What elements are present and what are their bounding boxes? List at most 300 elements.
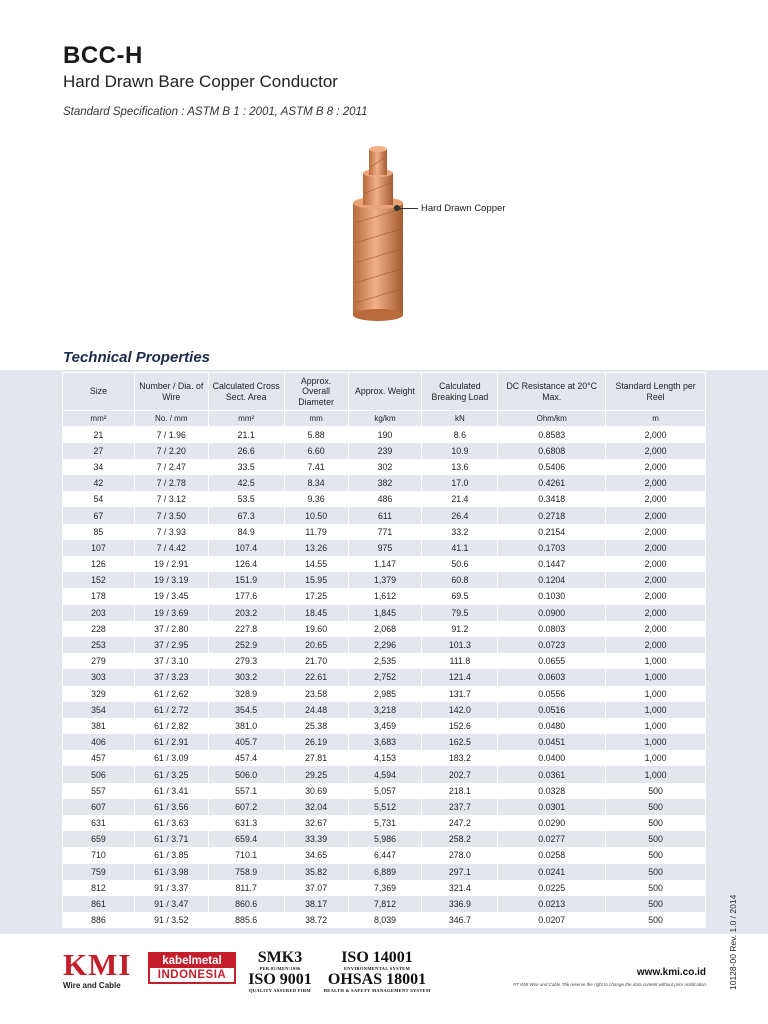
cell-number-dia: 7 / 2.20: [134, 443, 208, 459]
table-row: [63, 831, 706, 847]
cell-weight: 486: [348, 491, 422, 507]
cell-number-dia: 7 / 2.78: [134, 475, 208, 491]
cell-dc-resistance: 0.6808: [498, 443, 606, 459]
cell-weight: 190: [348, 427, 422, 443]
cell-breaking-load: 26.4: [422, 507, 498, 523]
cell-number-dia: 7 / 4.42: [134, 540, 208, 556]
cell-overall-diameter: 29.25: [284, 766, 348, 782]
cell-weight: 2,296: [348, 637, 422, 653]
cell-number-dia: 91 / 3.52: [134, 912, 208, 928]
cell-weight: 2,752: [348, 669, 422, 685]
cell-weight: 771: [348, 524, 422, 540]
cell-weight: 2,985: [348, 686, 422, 702]
table-row: [63, 427, 706, 443]
cell-dc-resistance: 0.0225: [498, 880, 606, 896]
cell-weight: 302: [348, 459, 422, 475]
cell-breaking-load: 91.2: [422, 621, 498, 637]
cell-breaking-load: 278.0: [422, 847, 498, 863]
cell-number-dia: 61 / 3.85: [134, 847, 208, 863]
cell-dc-resistance: 0.0723: [498, 637, 606, 653]
table-row: [63, 815, 706, 831]
cell-dc-resistance: 0.4261: [498, 475, 606, 491]
cell-weight: 2,068: [348, 621, 422, 637]
cell-dc-resistance: 0.0301: [498, 799, 606, 815]
table-row: [63, 912, 706, 928]
cell-overall-diameter: 11.79: [284, 524, 348, 540]
ohsas-sub: HEALTH & SAFETY MANAGEMENT SYSTEM: [323, 988, 431, 993]
cell-dc-resistance: 0.1703: [498, 540, 606, 556]
header-number-dia: Number / Dia. of Wire: [134, 373, 208, 411]
table-row: [63, 799, 706, 815]
cell-overall-diameter: 13.26: [284, 540, 348, 556]
cell-overall-diameter: 32.67: [284, 815, 348, 831]
cell-standard-length: 2,000: [606, 443, 706, 459]
cell-dc-resistance: 0.0900: [498, 605, 606, 621]
cell-overall-diameter: 7.41: [284, 459, 348, 475]
cell-overall-diameter: 20.65: [284, 637, 348, 653]
cell-overall-diameter: 27.81: [284, 750, 348, 766]
table-body: [63, 427, 706, 929]
cell-dc-resistance: 0.0516: [498, 702, 606, 718]
cell-cross-sect-area: 607.2: [208, 799, 284, 815]
cell-overall-diameter: 9.36: [284, 491, 348, 507]
table-row: [63, 556, 706, 572]
unit-overall-diameter: mm: [284, 411, 348, 427]
cell-weight: 5,512: [348, 799, 422, 815]
cell-number-dia: 61 / 2.62: [134, 686, 208, 702]
cell-size: 659: [63, 831, 135, 847]
cell-number-dia: 37 / 3.10: [134, 653, 208, 669]
cell-cross-sect-area: 758.9: [208, 864, 284, 880]
cell-dc-resistance: 0.0241: [498, 864, 606, 880]
table-row: [63, 864, 706, 880]
cell-standard-length: 1,000: [606, 669, 706, 685]
cell-size: 759: [63, 864, 135, 880]
table-row: [63, 524, 706, 540]
iso9001-sub: QUALITY ASSURED FIRM: [249, 988, 311, 993]
cell-breaking-load: 297.1: [422, 864, 498, 880]
cell-cross-sect-area: 84.9: [208, 524, 284, 540]
cell-cross-sect-area: 659.4: [208, 831, 284, 847]
kmi-logo-subtitle: Wire and Cable: [63, 981, 121, 990]
cell-size: 406: [63, 734, 135, 750]
cell-breaking-load: 101.3: [422, 637, 498, 653]
cell-standard-length: 1,000: [606, 686, 706, 702]
product-name: Hard Drawn Bare Copper Conductor: [63, 72, 338, 91]
cell-breaking-load: 33.2: [422, 524, 498, 540]
table-row: [63, 507, 706, 523]
table-row: [63, 475, 706, 491]
cell-weight: 3,218: [348, 702, 422, 718]
cell-cross-sect-area: 227.8: [208, 621, 284, 637]
cell-standard-length: 2,000: [606, 556, 706, 572]
cell-standard-length: 1,000: [606, 750, 706, 766]
cell-breaking-load: 79.5: [422, 605, 498, 621]
cell-standard-length: 2,000: [606, 572, 706, 588]
cell-size: 178: [63, 588, 135, 604]
cell-breaking-load: 321.4: [422, 880, 498, 896]
cell-standard-length: 1,000: [606, 734, 706, 750]
cell-cross-sect-area: 860.6: [208, 896, 284, 912]
table-row: [63, 880, 706, 896]
header-weight: Approx. Weight: [348, 373, 422, 411]
cell-standard-length: 1,000: [606, 653, 706, 669]
table-row: [63, 783, 706, 799]
cell-cross-sect-area: 53.5: [208, 491, 284, 507]
cell-cross-sect-area: 710.1: [208, 847, 284, 863]
table-row: [63, 734, 706, 750]
cell-cross-sect-area: 126.4: [208, 556, 284, 572]
cell-size: 228: [63, 621, 135, 637]
standard-specification: Standard Specification : ASTM B 1 : 2001, ASTM B 8 : 2011: [63, 106, 368, 118]
document-header: [63, 42, 723, 118]
cell-size: 203: [63, 605, 135, 621]
table-units-row: [63, 411, 706, 427]
cell-dc-resistance: 0.0451: [498, 734, 606, 750]
cell-dc-resistance: 0.0361: [498, 766, 606, 782]
cell-dc-resistance: 0.0277: [498, 831, 606, 847]
cell-weight: 975: [348, 540, 422, 556]
cell-dc-resistance: 0.0213: [498, 896, 606, 912]
header-overall-diameter: Approx. Overall Diameter: [284, 373, 348, 411]
cell-standard-length: 1,000: [606, 766, 706, 782]
cell-breaking-load: 202.7: [422, 766, 498, 782]
cell-overall-diameter: 38.72: [284, 912, 348, 928]
cell-overall-diameter: 35.82: [284, 864, 348, 880]
table-header-row: [63, 373, 706, 411]
cell-cross-sect-area: 203.2: [208, 605, 284, 621]
cell-overall-diameter: 8.34: [284, 475, 348, 491]
cell-breaking-load: 69.5: [422, 588, 498, 604]
cell-overall-diameter: 6.60: [284, 443, 348, 459]
cell-cross-sect-area: 811.7: [208, 880, 284, 896]
footer: [0, 944, 768, 1004]
cell-dc-resistance: 0.2154: [498, 524, 606, 540]
table-row: [63, 750, 706, 766]
cell-dc-resistance: 0.0655: [498, 653, 606, 669]
unit-breaking-load: kN: [422, 411, 498, 427]
cell-standard-length: 2,000: [606, 588, 706, 604]
cell-size: 27: [63, 443, 135, 459]
iso14001-label: ISO 14001: [341, 949, 413, 966]
cell-cross-sect-area: 42.5: [208, 475, 284, 491]
cell-weight: 5,731: [348, 815, 422, 831]
cell-breaking-load: 10.9: [422, 443, 498, 459]
cell-standard-length: 2,000: [606, 507, 706, 523]
cell-cross-sect-area: 405.7: [208, 734, 284, 750]
iso14001-sub: ENVIRONMENTAL SYSTEM: [343, 966, 411, 971]
cell-breaking-load: 218.1: [422, 783, 498, 799]
unit-weight: kg/km: [348, 411, 422, 427]
cell-overall-diameter: 30.69: [284, 783, 348, 799]
cell-weight: 239: [348, 443, 422, 459]
cell-breaking-load: 13.6: [422, 459, 498, 475]
cell-standard-length: 2,000: [606, 491, 706, 507]
cell-weight: 4,594: [348, 766, 422, 782]
cell-size: 354: [63, 702, 135, 718]
cell-weight: 5,986: [348, 831, 422, 847]
cell-standard-length: 500: [606, 912, 706, 928]
cell-size: 152: [63, 572, 135, 588]
cell-weight: 5,057: [348, 783, 422, 799]
cell-number-dia: 7 / 3.50: [134, 507, 208, 523]
cell-cross-sect-area: 107.4: [208, 540, 284, 556]
cell-overall-diameter: 26.19: [284, 734, 348, 750]
cell-cross-sect-area: 557.1: [208, 783, 284, 799]
cell-overall-diameter: 5.88: [284, 427, 348, 443]
table-row: [63, 588, 706, 604]
cell-dc-resistance: 0.0480: [498, 718, 606, 734]
cell-overall-diameter: 33.39: [284, 831, 348, 847]
cell-weight: 6,447: [348, 847, 422, 863]
cell-weight: 1,147: [348, 556, 422, 572]
cell-cross-sect-area: 21.1: [208, 427, 284, 443]
cell-standard-length: 500: [606, 815, 706, 831]
table-row: [63, 605, 706, 621]
cell-number-dia: 7 / 3.12: [134, 491, 208, 507]
cell-number-dia: 91 / 3.47: [134, 896, 208, 912]
unit-number-dia: No. / mm: [134, 411, 208, 427]
cell-weight: 3,683: [348, 734, 422, 750]
product-code: BCC-H: [63, 42, 143, 69]
website-link[interactable]: www.kmi.co.id: [636, 967, 706, 978]
cell-cross-sect-area: 33.5: [208, 459, 284, 475]
cell-standard-length: 2,000: [606, 637, 706, 653]
header-cross-sect-area: Calculated Cross Sect. Area: [208, 373, 284, 411]
cell-standard-length: 1,000: [606, 718, 706, 734]
cell-breaking-load: 142.0: [422, 702, 498, 718]
cell-weight: 7,369: [348, 880, 422, 896]
cell-number-dia: 7 / 1.96: [134, 427, 208, 443]
cell-size: 329: [63, 686, 135, 702]
cell-dc-resistance: 0.0328: [498, 783, 606, 799]
cell-standard-length: 500: [606, 799, 706, 815]
cell-overall-diameter: 32.04: [284, 799, 348, 815]
cell-breaking-load: 247.2: [422, 815, 498, 831]
cell-overall-diameter: 38.17: [284, 896, 348, 912]
header-breaking-load: Calculated Breaking Load: [422, 373, 498, 411]
cell-size: 457: [63, 750, 135, 766]
cell-weight: 1,612: [348, 588, 422, 604]
cell-number-dia: 19 / 3.45: [134, 588, 208, 604]
iso9001-label: ISO 9001: [248, 971, 312, 988]
table-row: [63, 766, 706, 782]
cell-number-dia: 61 / 3.56: [134, 799, 208, 815]
cell-breaking-load: 111.8: [422, 653, 498, 669]
cell-number-dia: 61 / 3.09: [134, 750, 208, 766]
cell-breaking-load: 121.4: [422, 669, 498, 685]
table-row: [63, 702, 706, 718]
cell-standard-length: 500: [606, 783, 706, 799]
smk3-iso9001-certification: [244, 950, 316, 994]
cell-dc-resistance: 0.2718: [498, 507, 606, 523]
table-row: [63, 847, 706, 863]
table-row: [63, 718, 706, 734]
cell-breaking-load: 162.5: [422, 734, 498, 750]
table-row: [63, 896, 706, 912]
cell-size: 812: [63, 880, 135, 896]
cell-weight: 4,153: [348, 750, 422, 766]
table-row: [63, 621, 706, 637]
cell-size: 557: [63, 783, 135, 799]
table-row: [63, 459, 706, 475]
cell-standard-length: 2,000: [606, 524, 706, 540]
cell-dc-resistance: 0.0803: [498, 621, 606, 637]
cell-standard-length: 1,000: [606, 702, 706, 718]
technical-properties-title: Technical Properties: [63, 349, 210, 366]
cell-cross-sect-area: 328.9: [208, 686, 284, 702]
cell-cross-sect-area: 26.6: [208, 443, 284, 459]
cell-number-dia: 61 / 3.63: [134, 815, 208, 831]
cell-overall-diameter: 19.60: [284, 621, 348, 637]
cell-breaking-load: 60.8: [422, 572, 498, 588]
header-dc-resistance: DC Resistance at 20°C Max.: [498, 373, 606, 411]
cell-weight: 1,845: [348, 605, 422, 621]
cell-cross-sect-area: 457.4: [208, 750, 284, 766]
document-revision-code: 10128-00 Rev. 1.0 / 2014: [728, 894, 738, 990]
unit-size: mm²: [63, 411, 135, 427]
cell-standard-length: 2,000: [606, 459, 706, 475]
table-row: [63, 669, 706, 685]
cell-standard-length: 2,000: [606, 540, 706, 556]
cell-number-dia: 61 / 2.72: [134, 702, 208, 718]
cell-breaking-load: 17.0: [422, 475, 498, 491]
smk3-label: SMK3: [257, 949, 303, 966]
cell-overall-diameter: 18.45: [284, 605, 348, 621]
cell-cross-sect-area: 354.5: [208, 702, 284, 718]
cell-cross-sect-area: 279.3: [208, 653, 284, 669]
cell-number-dia: 61 / 3.98: [134, 864, 208, 880]
cell-breaking-load: 258.2: [422, 831, 498, 847]
kmi-logo: [63, 947, 141, 990]
smk3-sub: PER.05/MEN/1996: [259, 966, 301, 971]
header-standard-length: Standard Length per Reel: [606, 373, 706, 411]
header-size: Size: [63, 373, 135, 411]
cell-size: 506: [63, 766, 135, 782]
iso14001-ohsas-certification: [322, 950, 432, 994]
cell-size: 861: [63, 896, 135, 912]
kmi-logo-mark: KMI: [63, 947, 132, 982]
cell-overall-diameter: 37.07: [284, 880, 348, 896]
cell-standard-length: 500: [606, 847, 706, 863]
table-row: [63, 637, 706, 653]
cell-standard-length: 500: [606, 831, 706, 847]
table-row: [63, 686, 706, 702]
cell-cross-sect-area: 151.9: [208, 572, 284, 588]
cell-number-dia: 7 / 3.93: [134, 524, 208, 540]
cell-breaking-load: 346.7: [422, 912, 498, 928]
core-strand-layer: [369, 146, 387, 175]
cell-size: 710: [63, 847, 135, 863]
cell-size: 126: [63, 556, 135, 572]
cell-size: 381: [63, 718, 135, 734]
cell-number-dia: 19 / 2.91: [134, 556, 208, 572]
cell-weight: 382: [348, 475, 422, 491]
cell-dc-resistance: 0.0258: [498, 847, 606, 863]
cell-weight: 1,379: [348, 572, 422, 588]
cell-overall-diameter: 21.70: [284, 653, 348, 669]
cell-cross-sect-area: 252.9: [208, 637, 284, 653]
cell-number-dia: 37 / 2.80: [134, 621, 208, 637]
cell-standard-length: 500: [606, 896, 706, 912]
ohsas-label: OHSAS 18001: [327, 971, 427, 988]
table-row: [63, 491, 706, 507]
cell-number-dia: 61 / 3.41: [134, 783, 208, 799]
cell-number-dia: 19 / 3.19: [134, 572, 208, 588]
table-row: [63, 653, 706, 669]
cell-dc-resistance: 0.1447: [498, 556, 606, 572]
cell-number-dia: 61 / 2.82: [134, 718, 208, 734]
cell-cross-sect-area: 506.0: [208, 766, 284, 782]
cell-breaking-load: 152.6: [422, 718, 498, 734]
cell-overall-diameter: 22.61: [284, 669, 348, 685]
cell-overall-diameter: 25.38: [284, 718, 348, 734]
cell-overall-diameter: 24.48: [284, 702, 348, 718]
cell-number-dia: 37 / 2.95: [134, 637, 208, 653]
cell-dc-resistance: 0.0556: [498, 686, 606, 702]
cell-size: 886: [63, 912, 135, 928]
cell-size: 67: [63, 507, 135, 523]
cell-size: 34: [63, 459, 135, 475]
cell-weight: 611: [348, 507, 422, 523]
cell-cross-sect-area: 381.0: [208, 718, 284, 734]
cell-size: 54: [63, 491, 135, 507]
cell-overall-diameter: 14.55: [284, 556, 348, 572]
table-row: [63, 572, 706, 588]
cell-size: 279: [63, 653, 135, 669]
cell-cross-sect-area: 885.6: [208, 912, 284, 928]
cell-standard-length: 2,000: [606, 427, 706, 443]
cell-breaking-load: 183.2: [422, 750, 498, 766]
cell-standard-length: 500: [606, 864, 706, 880]
cell-size: 607: [63, 799, 135, 815]
table-row: [63, 443, 706, 459]
cell-standard-length: 2,000: [606, 475, 706, 491]
callout-hard-drawn-copper: Hard Drawn Copper: [421, 203, 506, 214]
cell-size: 303: [63, 669, 135, 685]
cell-overall-diameter: 15.95: [284, 572, 348, 588]
unit-dc-resistance: Ohm/km: [498, 411, 606, 427]
cell-size: 253: [63, 637, 135, 653]
cell-number-dia: 37 / 3.23: [134, 669, 208, 685]
unit-cross-sect-area: mm²: [208, 411, 284, 427]
kabelmetal-logo-top: kabelmetal: [150, 954, 234, 968]
technical-properties-table: [62, 372, 706, 928]
cell-weight: 8,039: [348, 912, 422, 928]
cell-number-dia: 19 / 3.69: [134, 605, 208, 621]
cell-size: 21: [63, 427, 135, 443]
unit-standard-length: m: [606, 411, 706, 427]
cell-overall-diameter: 23.58: [284, 686, 348, 702]
copper-conductor-illustration: [345, 143, 415, 323]
cell-weight: 6,889: [348, 864, 422, 880]
cell-size: 85: [63, 524, 135, 540]
cell-cross-sect-area: 631.3: [208, 815, 284, 831]
cell-overall-diameter: 17.25: [284, 588, 348, 604]
cell-number-dia: 91 / 3.37: [134, 880, 208, 896]
cell-breaking-load: 336.9: [422, 896, 498, 912]
cell-standard-length: 500: [606, 880, 706, 896]
cell-cross-sect-area: 67.3: [208, 507, 284, 523]
kabelmetal-logo: [148, 952, 236, 984]
cell-weight: 3,459: [348, 718, 422, 734]
cell-size: 631: [63, 815, 135, 831]
cell-dc-resistance: 0.0400: [498, 750, 606, 766]
cell-dc-resistance: 0.1030: [498, 588, 606, 604]
cell-breaking-load: 8.6: [422, 427, 498, 443]
callout-line: [398, 208, 418, 209]
cell-dc-resistance: 0.5406: [498, 459, 606, 475]
